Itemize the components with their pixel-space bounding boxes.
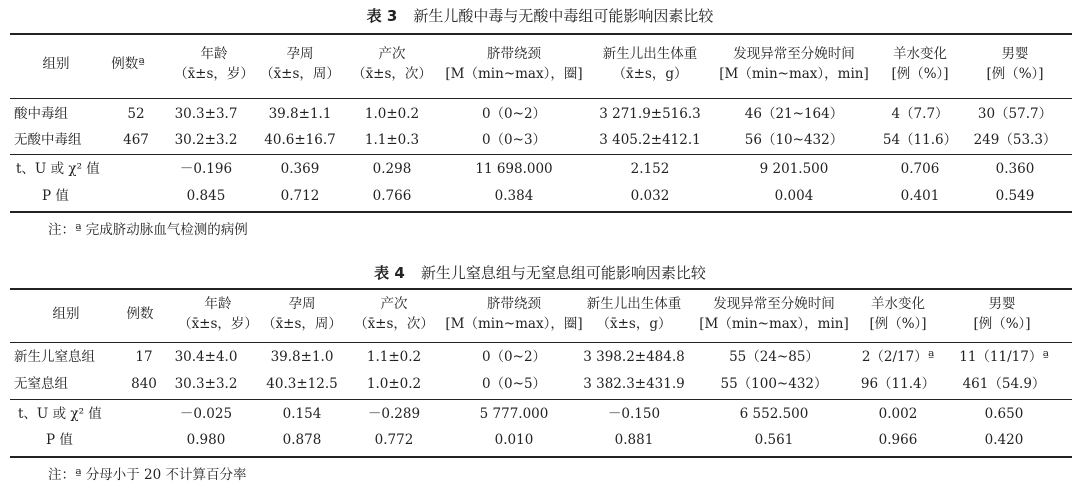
table4-stat-label: t、U 或 χ² 值	[18, 406, 102, 422]
table3-p-6: 0.401	[900, 188, 940, 204]
table3-header-4-unit: （x̄±s，次）	[352, 66, 432, 82]
table4-row-1-cell-4: 1.0±0.2	[366, 376, 422, 392]
table4-p-5: 0.561	[754, 432, 794, 448]
table3-row-0-cell-2: 30.3±3.7	[174, 106, 238, 122]
table3-header-6-unit: （x̄±s，g）	[612, 66, 688, 82]
table3-p-2: 0.766	[372, 188, 412, 204]
table3-header-3-unit: （x̄±s，周）	[260, 66, 340, 82]
table3-p-label: P 值	[42, 188, 69, 204]
table3-header-8: 羊水变化	[893, 46, 947, 62]
table3-header-5-unit: [M（min~max），圈]	[445, 66, 583, 82]
table3-stat-rule	[10, 154, 1072, 155]
table3-bottom-rule	[10, 211, 1072, 213]
table3-row-0-cell-8: 4（7.7）	[891, 106, 949, 122]
table3-row-0-cell-7: 46（21~164）	[744, 106, 844, 122]
table4-row-0-cell-9: 11（11/17）ª	[959, 349, 1049, 365]
table4-header-rule	[10, 342, 1072, 343]
table3-p-3: 0.384	[494, 188, 534, 204]
table4-p-4: 0.881	[614, 432, 654, 448]
table4-p-7: 0.420	[984, 432, 1024, 448]
table4-header-1: 例数	[126, 306, 154, 322]
table3-stat-1: 0.369	[280, 161, 320, 177]
table4-row-0-cell-0: 新生儿窒息组	[14, 349, 95, 365]
table3-stat-5: 9 201.500	[759, 161, 829, 177]
table4-header-9: 男婴	[988, 296, 1016, 312]
table4-header-5-unit: [M（min~max），圈]	[445, 316, 583, 332]
table4-row-1-cell-1: 840	[131, 376, 157, 392]
table3-row-1-cell-0: 无酸中毒组	[14, 132, 82, 148]
table4-top-rule	[10, 288, 1072, 290]
table3-stat-7: 0.360	[995, 161, 1035, 177]
table3-stat-2: 0.298	[372, 161, 412, 177]
table3-stat-4: 2.152	[630, 161, 670, 177]
table3-row-0-cell-5: 0（0~2）	[481, 106, 547, 122]
table3-header-5: 脐带绕颈	[487, 46, 541, 62]
table4-header-0: 组别	[52, 306, 80, 322]
table4-p-0: 0.980	[186, 432, 226, 448]
table4-header-4: 产次	[380, 296, 408, 312]
table3-row-0-cell-1: 52	[127, 106, 145, 122]
table3-p-5: 0.004	[774, 188, 814, 204]
table3-row-0-cell-0: 酸中毒组	[14, 106, 68, 122]
table4-p-6: 0.966	[878, 432, 918, 448]
table4-stat-1: 0.154	[282, 406, 322, 422]
table3-p-7: 0.549	[995, 188, 1035, 204]
table3-title: 新生儿酸中毒与无酸中毒组可能影响因素比较	[413, 7, 714, 25]
table4-row-1-cell-6: 3 382.3±431.9	[583, 376, 685, 392]
table3-row-1-cell-1: 467	[123, 132, 149, 148]
table3-row-1-cell-5: 0（0~3）	[481, 132, 547, 148]
table4-stat-6: 0.002	[878, 406, 918, 422]
table4-stat-0: －0.025	[179, 406, 233, 422]
table3-stat-3: 11 698.000	[475, 161, 553, 177]
table3-row-0-cell-3: 39.8±1.1	[268, 106, 332, 122]
table4-header-4-unit: （x̄±s，次）	[354, 316, 434, 332]
table4-stat-5: 6 552.500	[739, 406, 809, 422]
table3-row-0-cell-6: 3 271.9±516.3	[599, 106, 701, 122]
table3-header-9: 男婴	[1001, 46, 1029, 62]
table3-header-1: 例数ª	[111, 56, 145, 72]
table4-header-3: 孕周	[288, 296, 316, 312]
table4-p-1: 0.878	[282, 432, 322, 448]
table3-p-4: 0.032	[630, 188, 670, 204]
table3-row-1-cell-8: 54（11.6）	[882, 132, 958, 148]
table4-row-1-cell-9: 461（54.9）	[962, 376, 1046, 392]
table4-row-0-cell-2: 30.4±4.0	[174, 349, 238, 365]
table4-row-0-cell-1: 17	[135, 349, 153, 365]
table4-title: 新生儿窒息组与无窒息组可能影响因素比较	[420, 264, 706, 282]
table4-row-1-cell-7: 55（100~432）	[720, 376, 828, 392]
table3-row-0-cell-4: 1.0±0.2	[364, 106, 420, 122]
table3-row-1-cell-6: 3 405.2±412.1	[599, 132, 701, 148]
table3-stat-0: －0.196	[179, 161, 233, 177]
table4-row-1-cell-0: 无窒息组	[14, 376, 68, 392]
table3-caption	[0, 5, 1080, 26]
table4-p-3: 0.010	[494, 432, 534, 448]
table4-header-9-unit: [例（%）]	[973, 316, 1031, 332]
table3-row-0-cell-9: 30（57.7）	[977, 106, 1053, 122]
table3-p-1: 0.712	[280, 188, 320, 204]
table4-caption	[0, 262, 1080, 283]
table4-header-5: 脐带绕颈	[487, 296, 541, 312]
table3-header-rule	[10, 98, 1072, 99]
table3-stat-6: 0.706	[900, 161, 940, 177]
table4-row-0-cell-7: 55（24~85）	[729, 349, 819, 365]
table4-row-0-cell-4: 1.1±0.2	[366, 349, 422, 365]
table4-header-2: 年龄	[204, 296, 232, 312]
table4-header-7-unit: [M（min~max），min]	[699, 316, 849, 332]
table3-header-2-unit: （x̄±s，岁）	[174, 66, 254, 82]
table3-number: 表 3	[366, 7, 398, 25]
table3-stat-label: t、U 或 χ² 值	[16, 161, 100, 177]
table3-row-1-cell-3: 40.6±16.7	[264, 132, 336, 148]
table3-note: 注：ª 完成脐动脉血气检测的病例	[48, 222, 248, 238]
table4-header-3-unit: （x̄±s，周）	[262, 316, 342, 332]
table3-row-1-cell-9: 249（53.3）	[973, 132, 1057, 148]
table3-row-1-cell-4: 1.1±0.3	[364, 132, 420, 148]
table4-row-0-cell-3: 39.8±1.0	[270, 349, 334, 365]
table3-header-7-unit: [M（min~max），min]	[719, 66, 869, 82]
table4-stat-3: 5 777.000	[479, 406, 549, 422]
table3-row-1-cell-2: 30.2±3.2	[174, 132, 238, 148]
table3-header-2: 年龄	[200, 46, 228, 62]
table4-row-0-cell-6: 3 398.2±484.8	[583, 349, 685, 365]
table4-number: 表 4	[374, 264, 405, 282]
table4-row-1-cell-2: 30.3±3.2	[174, 376, 238, 392]
table4-row-1-cell-5: 0（0~5）	[481, 376, 547, 392]
table3-header-4: 产次	[378, 46, 406, 62]
table4-stat-2: －0.289	[367, 406, 421, 422]
table4-header-6: 新生儿出生体重	[586, 296, 682, 312]
table3-header-9-unit: [例（%）]	[986, 66, 1044, 82]
table4-row-1-cell-3: 40.3±12.5	[266, 376, 338, 392]
table4-note: 注：ª 分母小于 20 不计算百分率	[48, 467, 247, 483]
table4-bottom-rule	[10, 456, 1072, 458]
table3-p-0: 0.845	[186, 188, 226, 204]
table4-p-2: 0.772	[374, 432, 414, 448]
table4-header-7: 发现异常至分娩时间	[713, 296, 835, 312]
table4-stat-rule	[10, 399, 1072, 400]
table4-header-8-unit: [例（%）]	[869, 316, 927, 332]
table3-header-7: 发现异常至分娩时间	[733, 46, 855, 62]
table3-header-3: 孕周	[286, 46, 314, 62]
table4-row-0-cell-5: 0（0~2）	[481, 349, 547, 365]
table3-row-1-cell-7: 56（10~432）	[744, 132, 844, 148]
table4-row-0-cell-8: 2（2/17）ª	[861, 349, 935, 365]
table3-header-6: 新生儿出生体重	[602, 46, 698, 62]
table3-header-0: 组别	[42, 56, 70, 72]
table4-p-label: P 值	[46, 432, 73, 448]
table4-header-8: 羊水变化	[871, 296, 925, 312]
table4-stat-7: 0.650	[984, 406, 1024, 422]
table3-header-8-unit: [例（%）]	[891, 66, 949, 82]
table4-header-6-unit: （x̄±s，g）	[596, 316, 672, 332]
table4-row-1-cell-8: 96（11.4）	[860, 376, 936, 392]
table4-stat-4: －0.150	[607, 406, 661, 422]
table4-header-2-unit: （x̄±s，岁）	[178, 316, 258, 332]
table3-top-rule	[10, 33, 1072, 35]
